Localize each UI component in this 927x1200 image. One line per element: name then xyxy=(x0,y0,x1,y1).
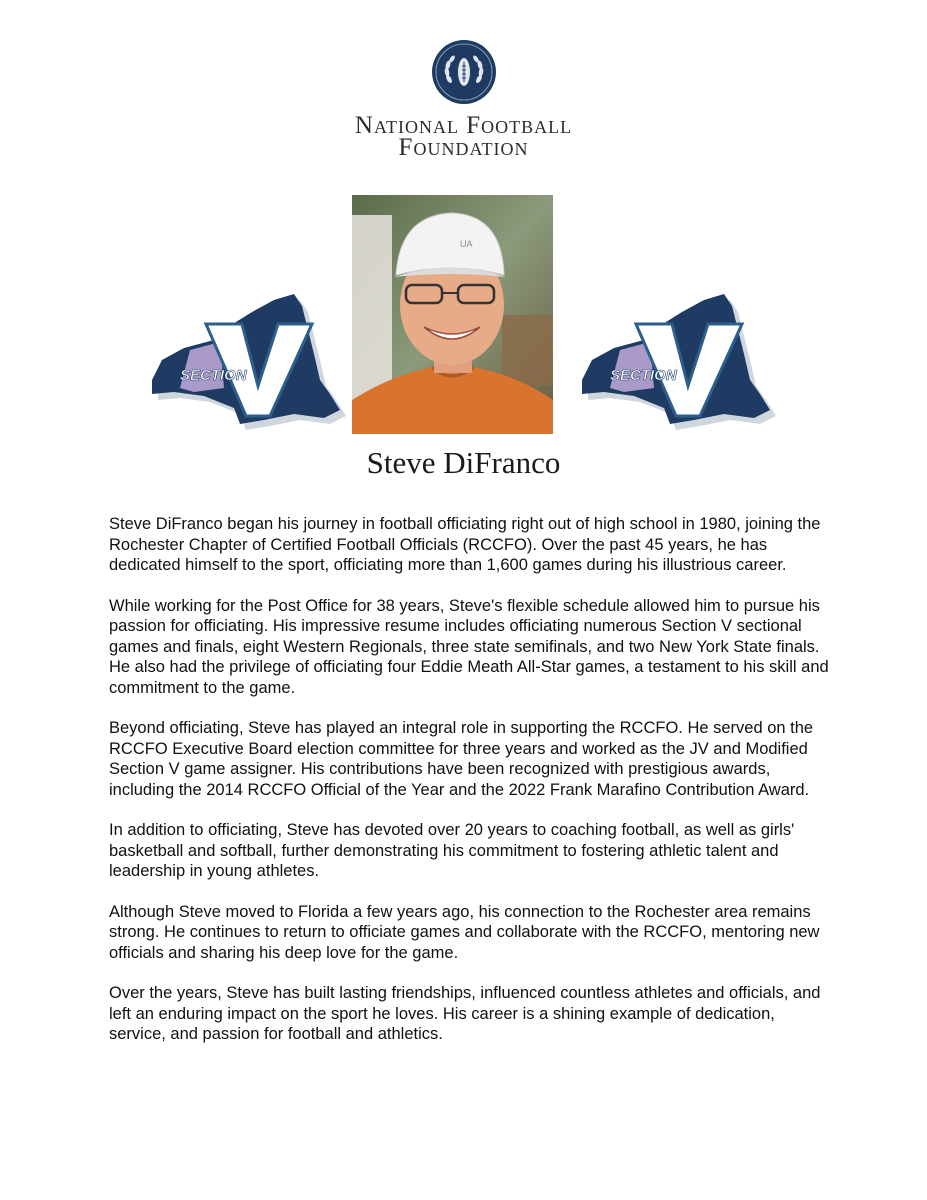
biography xyxy=(109,514,829,1065)
section-text-right: SECTION xyxy=(610,367,677,384)
section-v-logo-right xyxy=(580,288,776,436)
bio-paragraph: Over the years, Steve has built lasting friendships, influenced countless athletes and officials, and left an enduring impact on the sport he loves. His career is a shining example of dedication, service, and passion for football and athletics. xyxy=(109,984,821,1043)
bio-paragraph: In addition to officiating, Steve has devoted over 20 years to coaching football, as well as girls' basketball and softball, further demonstrating his commitment to fostering athletic talent and leadership in young athletes. xyxy=(109,821,795,880)
bio-paragraph: Beyond officiating, Steve has played an integral role in supporting the RCCFO. He served on the RCCFO Executive Board election committee for three years and worked as the JV and Modified Section V game assigner. His contributions have been recognized with prestigious awards, including the 2014 RCCFO Official of the Year and the 2022 Frank Marafino Contribution Award. xyxy=(109,719,814,799)
bio-paragraph: While working for the Post Office for 38 years, Steve's flexible schedule allowed him to pursue his passion for officiating. His impressive resume includes officiating numerous Section V sectional games and finals, eight Western Regionals, three state semifinals, and two New York State finals. He also had the privilege of officiating four Eddie Meath All-Star games, a testament to his skill and commitment to the game. xyxy=(109,596,829,697)
section-text-left: SECTION xyxy=(180,367,247,384)
honoree-name: Steve DiFranco xyxy=(366,445,561,480)
svg-text:UA: UA xyxy=(460,239,473,249)
bio-paragraph: Although Steve moved to Florida a few years ago, his connection to the Rochester area remains strong. He continues to return to officiate games and collaborate with the RCCFO, mentoring new officials and sharing his deep love for the game. xyxy=(109,902,820,962)
org-name-line1: National Football xyxy=(354,112,573,139)
honoree-photo xyxy=(352,195,553,434)
nff-seal-logo xyxy=(431,39,497,105)
bio-paragraph: Steve DiFranco began his journey in football officiating right out of high school in 1980, joining the Rochester Chapter of Certified Football Officials (RCCFO). Over the past 45 years, he has dedicated himself to the sport, officiating more than 1,600 games during his illustrious career. xyxy=(109,515,821,574)
section-v-logo-left xyxy=(150,288,346,436)
org-name-line2: Foundation xyxy=(398,134,529,161)
